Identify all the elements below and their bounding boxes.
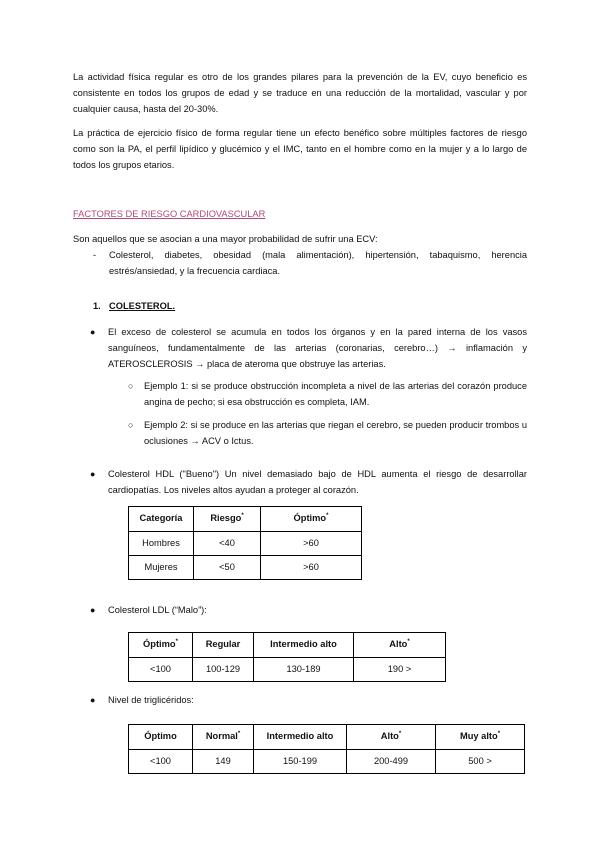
table-cell: Hombres [129,532,194,556]
table-header-row [129,725,525,750]
table-header-cell: Óptimo* [129,633,193,658]
dash-marker: - [93,250,97,260]
table-header-cell: Normal* [193,725,254,750]
table-cell: 130-189 [254,658,354,682]
risk-factor-text: Colesterol, diabetes, obesidad (mala alimentación), hipertensión, tabaquismo, herencia estrés/ansiedad, y la frecuencia cardiaca. [109,250,527,276]
bullet-text: Colesterol LDL (“Malo”): [108,605,207,615]
table-header-cell: Categoría [129,507,194,532]
table-cell: 150-199 [254,750,347,774]
section-title: FACTORES DE RIESGO CARDIOVASCULAR [73,209,266,219]
paragraph-exercise-benefits: La práctica de ejercicio físico de forma regular tiene un efecto benéfico sobre múltiples factores de riesgo como son la PA, el perfil lipídico y glucémico y el IMC, tanto en el hombre como en la mujer y a lo largo de todos los grupos etarios. [73,128,527,170]
sub-bullet-text: Ejemplo 1: si se produce obstrucción incompleta a nivel de las arterias del corazón produce angina de pecho; si esa obstrucción es completa, IAM. [144,381,527,407]
table-header-cell: Intermedio alto [254,725,347,750]
table-header-row [129,633,446,658]
table-header-cell: Riesgo* [194,507,261,532]
table-cell: >60 [261,532,362,556]
bullet-icon: ● [90,327,96,337]
table-cell: 100-129 [193,658,254,682]
bullet-icon: ● [90,469,96,479]
sub-bullet-text: Ejemplo 2: si se produce en las arterias que riegan el cerebro, se pueden producir trombos u oclusiones → ACV o Ictus. [144,420,527,446]
bullet-icon: ● [90,605,96,615]
table-header-cell: Alto* [347,725,436,750]
hdl-table [128,506,362,580]
table-cell: Mujeres [129,556,194,580]
heading-number: 1. [93,301,101,311]
table-row [129,532,362,556]
table-row [129,658,446,682]
bullet-text: El exceso de colesterol se acumula en todos los órganos y en la pared interna de los vasos sanguíneos, fundamentalmente de las arterias (coronarias, cerebro…) → inflamación y ATEROSCLEROSIS → placa de ateroma que obstruye las arterias. [108,327,527,369]
heading-label: COLESTEROL. [109,301,176,311]
sub-bullet-example-2 [128,418,527,450]
triglycerides-table [128,724,525,774]
circle-bullet-icon: ○ [128,420,134,430]
bullet-hdl [90,467,527,499]
paragraph-physical-activity: La actividad física regular es otro de los grandes pilares para la prevención de la EV, cuyo beneficio es consistente en todos los grupos de edad y se traduce en una reducción de la mortalidad, vascular y por cualquier causa, hasta del 20-30%. [73,72,527,114]
table-header-cell: Óptimo [129,725,193,750]
sub-bullet-example-1 [128,379,527,411]
bullet-text: Nivel de triglicéridos: [108,695,194,705]
bullet-cholesterol-excess [90,325,527,373]
table-cell: 200-499 [347,750,436,774]
intro-text: Son aquellos que se asocian a una mayor probabilidad de sufrir una ECV: [73,234,378,244]
table-cell: <100 [129,658,193,682]
table-header-cell: Alto* [354,633,446,658]
table-cell: <50 [194,556,261,580]
bullet-text: Colesterol HDL ("Bueno") Un nivel demasiado bajo de HDL aumenta el riesgo de desarrollar cardiopatías. Los niveles altos ayudan a proteger al corazón. [108,469,527,495]
numbered-heading [93,299,175,315]
table-header-cell: Muy alto* [436,725,525,750]
bullet-ldl [90,603,527,619]
table-header-cell: Regular [193,633,254,658]
table-cell: <100 [129,750,193,774]
bullet-icon: ● [90,695,96,705]
table-cell: 500 > [436,750,525,774]
table-row [129,556,362,580]
table-header-cell: Óptimo* [261,507,362,532]
ldl-table [128,632,446,682]
circle-bullet-icon: ○ [128,381,134,391]
bullet-triglycerides [90,693,527,709]
table-cell: 149 [193,750,254,774]
table-header-cell: Intermedio alto [254,633,354,658]
table-row [129,750,525,774]
table-cell: >60 [261,556,362,580]
table-cell: 190 > [354,658,446,682]
risk-factor-list-item [93,248,527,280]
table-header-row [129,507,362,532]
table-cell: <40 [194,532,261,556]
